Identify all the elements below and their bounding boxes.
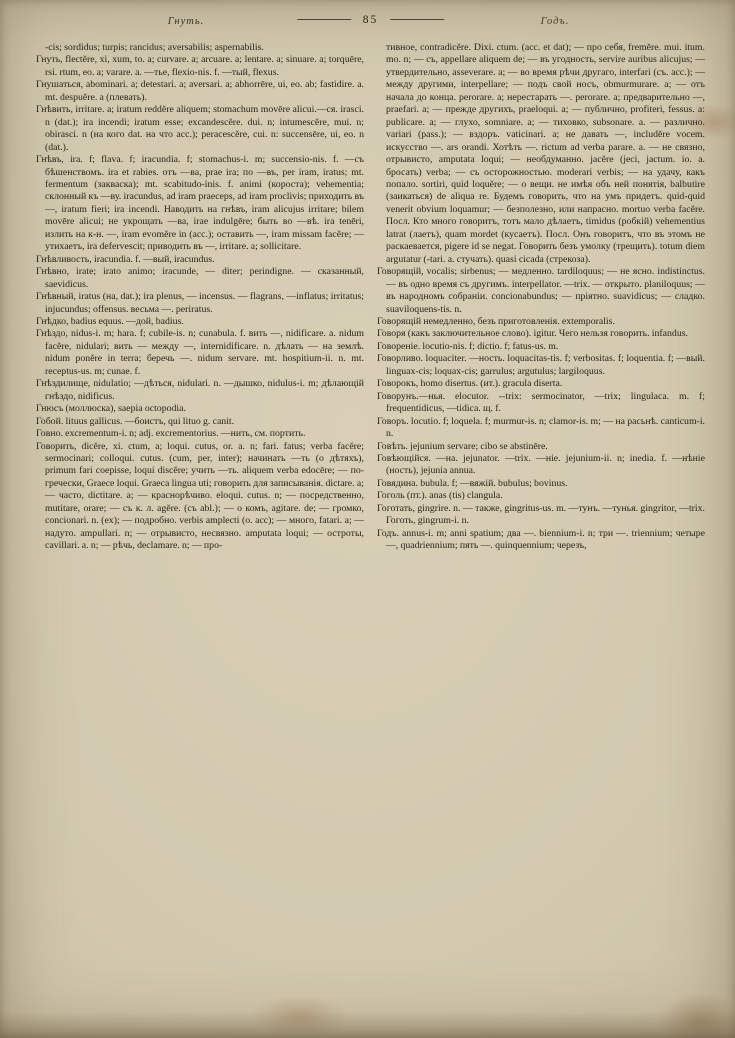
dictionary-entry: Говѣющійся. —на. jejunator. —trix. —ніе. jejunium-ii. n; inedia. f. —нѣніе (ность), jejunia annua. [377,452,705,477]
dictionary-entry: Говорящій немедленно, безъ приготовленія. extemporalis. [377,315,615,327]
dictionary-entry: Гнѣвливость, iracundia. f. —вый, iracundus. [36,253,215,265]
dictionary-entry: Говорить, dicĕre, xi. ctum, a; loqui. cutus, or. a. n; fari. fatus; verba facĕre; sermocinari; colloqui. cutus. (cum, per, inter); начинать —ть (о дѣтяхъ), primum fari coepisse, loqui discĕre; учить —ть. aliquem verba edocēre; — по-гречески, Graece loqui. Graeca lingua uti; говорить для записыванія. dictare. a; — часто, dictitare. a; — краснорѣчиво. eloqui. cutus. n; — посредственно, mutitare, orare; — съ к. л. agĕre. (съ abl.); — о комъ, agitare. de; — громко, concionari. n. (ex); — подробно. verbis amplecti (о. acc); — много, fatari. a; — надуто. ampullari. n; — отрывисто, несвязно. amputata loqui; — остроты, cavillari. a. n; — рѣчь, declamare. n; — про- [36,440,364,552]
dictionary-entry: Говѣть. jejunium servare; cibo se abstinēre. [377,440,548,452]
dictionary-entry: Говореніе. locutio-nis. f; dictio. f; fatus-us. m. [377,340,559,352]
dictionary-entry: Гнѣвить, irritare. a; iratum reddĕre aliquem; stomachum movēre alicui.—ся. irasci. n (dat.); ira incendi; iratum esse; excandescĕre. dui. n; intumescĕre, mui. n; obirasci. n (на кого dat. на что acc.); peracescĕre, cui. n: succensēre, ui, eo. n (dat.). [36,104,364,153]
dictionary-entry: Гнѣдко, badius equus. —дой, badius. [36,315,184,327]
right-column [377,42,705,553]
dictionary-entry: Гоготать, gingrire. n. — также, gingritus-us. m. —тунъ. —тунья. gingritor, —trix. Гоготь, gingrum-i. n. [377,502,705,527]
dictionary-entry: Гнѣвъ, ira. f; flava. f; iracundia. f; stomachus-i. m; succensio-nis. f. —съ бѣшенствомъ. ira et rabies. отъ —ва, prae ira; по —въ, per iram, iratus; mt. fermentum (закваска); mt. scabitudo-inis. f. animi (короста); vehementia; склонный къ —ву. iracundus, ad iram praeceps, ad iram proclivis; приходить въ —, iratum fieri; ira incendi. Наводить на гнѣвъ, iram alicujus irritare; bilem movēre alicui; не укрощать —ва, irae indulgēre; быть во —вѣ. ira tenēri, излить на к-н. —, iram evomĕre in (acc.); оставить —, iram missam facĕre; — утихаетъ, ira defervescit; приводить въ —, irritare. a; sollicitare. [36,154,364,253]
dictionary-entry: Говядина. bubula. f; —вяжій. bubulus; bovinus. [377,477,568,489]
dictionary-entry: Говорящій, vocalis; sirbenus; — медленно. tardiloquus; — не ясно. indistinctus. — въ одно время съ другимъ. interpellator. —trix. — открыто. planiloquus; — въ народномъ собраніи. concionabundus; — пріятно. suavidicus; — сладко. suaviloquens-tis. n. [377,266,705,315]
dictionary-entry: тивное, contradicĕre. Dixi. ctum. (acc. et dat); — про себя, fremĕre. mui. itum. mo. n; — съ, appellare aliquem de; — въ угодность, servire auribus alicujus; — утвердительно, asseverare. a; — во время рѣчи другаго, interfari (съ. acc.); — между другими, interpellare; — подъ свой носъ, obmurmurare. a; — отъ начала до конца. perorare. a; нерестарать —. perorare. a; предварительно —, praefari. a; — прежде другихъ, praeloqui. a; — публично, profiteri, fessus. a: publicare. a; — глухо, somniare. a; — тиховко, subsonare. a. — различно. variari (pass.); — вздоръ. vaticinari. a; не давать —, includĕre vocem. искусство —. ars orandi. Хотѣть —. rictum ad verba parare. a. — не связно, отрывисто, amputata loqui; — необдуманно. jacĕre (jeci, jactum. io. a. бросать) verba; — съ осторожностью. moderari verbis; — на удачу, какъ попало. sortiri, quid loquĕre; — о вещи. не имѣя объ ней понятія, balbutire (заикаться) de aliqua re. Будемъ говорить, что на умъ придетъ. quid-quid venerit obvium loquamur; — безполезно, или напрасно. mortuo verba facĕre. Посл. Кто много говоритъ, тотъ мало дѣлаетъ, timidus (робкій) vehementius latrat (лаетъ), quam mordet (кусаетъ). Посл. Онъ говоритъ, что въ этомъ не раскаевается, pigere id se negat. Говорить безъ умолку (трещить). totum diem argutatur (-tari. a. стучать). quasi cicada (стрекоза). [386,42,705,265]
dictionary-entry: Гнѣвный, iratus (на, dat.); ira plenus, — incensus. — flagrans, —inflatus; irritatus; injucundus; offensus. весьма —. periratus. [36,291,364,315]
dictionary-entry: Говно. excrementum-i. n; adj. excrementorius. —нить, см. портить. [36,428,306,440]
dictionary-entry: Говоря (какъ заключительное слово). igitur. Чего нельзя говорить. infandus. [377,328,688,340]
dictionary-entry: Гнюсъ (моллюска), saepia octopodia. [36,403,186,415]
dictionary-entry: Годъ. annus-i. m; anni spatium; два —. biennium-i. n; три —. triennium; четыре —, quadriennium; пять —. quinquennium; черезъ, [377,527,705,552]
text-columns [36,42,705,553]
left-column [36,42,364,553]
header-rule-left [297,19,351,20]
dictionary-entry: Гнѣвно, irate; irato animo; iracunde, — diter; perindigne. — сказанный, saevidicus. [36,266,364,290]
dictionary-entry: Говорливо. loquaciter. —ность. loquacitas-tis. f; verbositas. f; loquentia. f; —вый. linguax-cis; loquax-cis; garrulus; argutulus; largiloquus. [377,353,705,377]
running-head-right: Годъ. [540,16,570,27]
dictionary-entry: -cis; sordidus; turpis; rancidus; aversabilis; aspernabilis. [45,42,264,53]
dictionary-entry: Говорунъ.—нья. elocutor. --trix: sermocinator, —trix; lingulaca. m. f; frequentidicus, —tidica. щ. f. [377,390,705,415]
dictionary-entry: Гобой. lituus gallicus. —боистъ, qui lituo g. canit. [36,415,235,427]
dictionary-entry: Гнѣздо, nidus-i. m; hara. f; cubile-is. n; cunabula. f. вить —, nidificare. a. nidum facĕre, nidulari; вить — между —, internidificare. n. дѣлать — на землѣ. nidum ponĕre in terra; беречь —. nidum servare. mt. hospitium-ii. n. mt. receptus-us. m; cunae. f. [36,328,364,377]
dictionary-entry: Говоръ. locutio. f; loquela. f; murmur-is. n; clamor-is. m; — на расьнѣ. canticum-i. n. [377,415,705,440]
dictionary-entry: Говорокъ, homo disertus. (ит.). gracula diserta. [377,378,563,390]
dictionary-entry: Гнѣздилище, nidulatio; —дѣться, nidulari. n. —дышко, nidulus-i. m; дѣлающій гнѣздо, nidificus. [36,378,364,402]
dictionary-entry: Гнуть, flectĕre, xi, xum, to. a; curvare. a; arcuare. a; lentare. a; sinuare. a; torquēre, rsi. rtum, eo. a; varare. a. —тье, flexio-nis. f. —тый, flexus. [36,54,364,78]
page-number: 85 [362,14,379,26]
running-head-left: Гнуть. [167,16,205,27]
dictionary-entry: Гнушаться, abominari. a; detestari. a; aversari. a; abhorrēre, ui, eo. ab; fastidire. a. mt. despuĕre. a (плевать). [36,79,364,103]
dictionary-entry: Гоголь (пт.). anas (tis) clangula. [377,490,503,502]
page-header [36,12,705,36]
